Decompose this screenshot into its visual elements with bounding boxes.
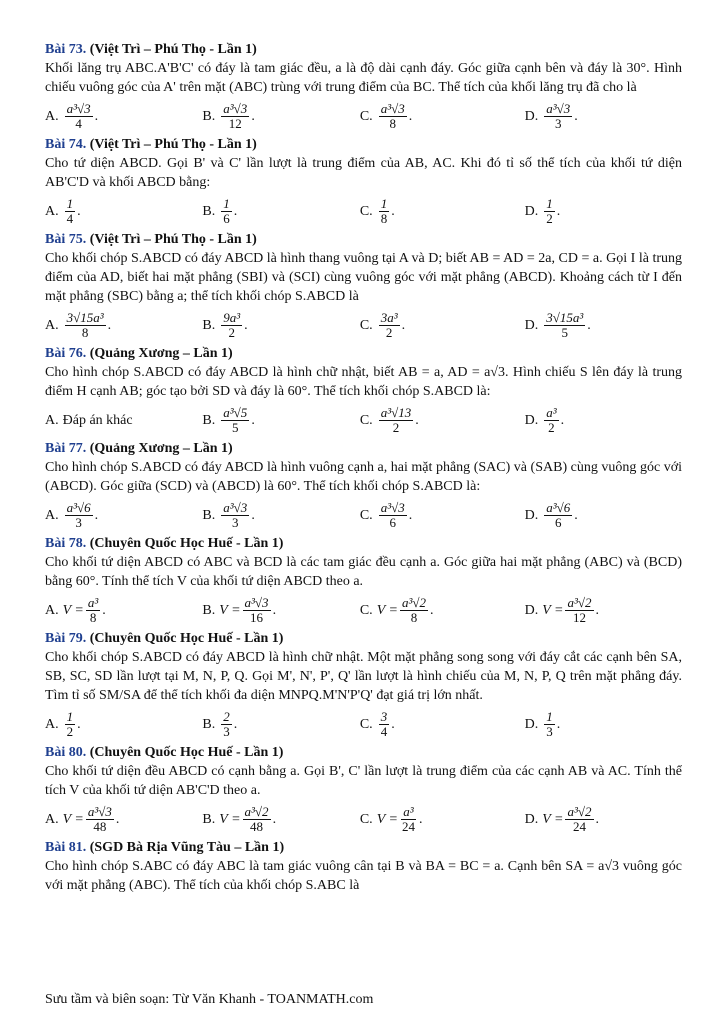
answer-option[interactable]: B. $\frac{\text{a³√5}}{5}$ . [202,404,255,435]
option-fraction [379,406,414,435]
option-prefix: V = [376,811,398,827]
fraction-numerator: a³√5 [223,404,248,420]
option-fraction [243,805,271,834]
fraction-denominator: 3 [75,514,82,530]
answer-option[interactable]: D. $\frac{\text{3√15a³}}{5}$ . [524,309,591,340]
problem-statement: Cho khối tứ diện ABCD có ABC và BCD là các tam giác đều cạnh a. Góc giữa hai mặt phẳng (ABC) và (BCD) bằng 60°. Tính thể tích V của khối tứ diện ABCD theo a. [45,555,682,589]
option-fraction [65,197,76,226]
fraction-numerator: a³√3 [380,499,405,515]
answer-options [45,496,682,534]
option-label: D. [524,602,539,618]
option-fraction [565,596,593,625]
option-label: B. [202,716,216,732]
answer-options [45,401,682,439]
problem [45,344,682,439]
worksheet [45,40,682,895]
fraction-numerator: a³√3 [223,100,248,116]
fraction-numerator: 1 [66,708,74,724]
fraction-denominator: 8 [89,609,97,625]
option-label: A. [45,108,59,124]
fraction-numerator: 9a³ [223,309,241,325]
option-label: D. [524,317,539,333]
option-label: A. [45,317,59,333]
option-prefix: Đáp án khác [62,412,133,428]
option-prefix: V = [542,602,564,618]
problem-statement: Cho hình chóp S.ABCD có đáy ABCD là hình chữ nhật, biết AB = a, AD = a√3. Hình chiếu S lên đáy là trung điểm H cạnh AB; góc tạo bởi SD và đáy là 60°. Thể tích khối chóp S.ABCD là: [45,365,682,399]
problem-number: Bài 77. [45,441,87,456]
option-label: C. [359,203,373,219]
option-label: D. [524,108,539,124]
option-prefix: V = [219,602,241,618]
fraction-denominator: 4 [380,723,388,739]
problem-statement: Cho hình chóp S.ABC có đáy ABC là tam giác vuông cân tại B và BA = BC = a. Cạnh bên SA = a√3 vuông góc với mặt phẳng (ABC). Thể tích của khối chóp S.ABC là [45,859,682,893]
fraction-denominator: 12 [572,609,586,625]
option-label: C. [359,108,373,124]
problem-statement: Cho khối tứ diện đều ABCD có cạnh bằng a. Gọi B', C' lần lượt là trung điểm của các cạnh AB và AC. Tính thể tích V của khối tứ diện AB'C'D theo a. [45,764,682,798]
fraction-numerator: a³√3 [87,803,112,819]
fraction-denominator: 3 [223,723,230,739]
problem [45,40,682,135]
option-label: A. [45,507,59,523]
fraction-denominator: 8 [410,609,418,625]
fraction-denominator: 2 [392,419,400,435]
answer-options [45,800,682,838]
option-label: A. [45,203,59,219]
problem-source: (Việt Trì – Phú Thọ - Lần 1) [89,232,257,247]
fraction-numerator: a³√2 [401,594,426,610]
fraction-numerator: a³√3 [66,100,91,116]
option-label: B. [202,507,216,523]
fraction-denominator: 2 [546,210,553,226]
fraction-denominator: 2 [548,419,555,435]
answer-option[interactable]: D. V = $\frac{\text{a³√2}}{24}$ . [524,803,599,834]
option-label: B. [202,203,216,219]
fraction-numerator: a³√6 [66,499,91,515]
option-fraction [379,501,407,530]
problem [45,135,682,230]
fraction-numerator: 3√15a³ [66,309,104,325]
answer-option[interactable]: B. $\frac{1}{6}$ . [202,195,238,226]
answer-option[interactable]: D. $\frac{\text{a³√6}}{6}$ . [524,499,578,530]
option-fraction [379,311,400,340]
option-prefix: V = [219,811,241,827]
option-label: D. [524,716,539,732]
problem-source: (Chuyên Quốc Học Huế - Lần 1) [89,536,284,551]
fraction-denominator: 3 [546,723,553,739]
option-fraction [221,406,249,435]
problem-statement: Cho hình chóp S.ABCD có đáy ABCD là hình vuông cạnh a, hai mặt phẳng (SAC) và (SAB) cùng vuông góc với (ABCD). Góc giữa (SCD) và (ABCD) là 60°. Thể tích khối chóp S.ABCD là: [45,460,682,494]
fraction-numerator: 1 [66,195,74,211]
problem-source: (Chuyên Quốc Học Huế - Lần 1) [89,745,284,760]
answer-options [45,705,682,743]
answer-option[interactable]: A. $\frac{1}{4}$ . [45,195,81,226]
answer-option[interactable]: C. $\frac{\text{a³√3}}{6}$ . [359,499,413,530]
answer-option[interactable]: C. $\frac{\text{a³√13}}{2}$ . [359,404,419,435]
problem-title [45,439,682,458]
fraction-numerator: a³√3 [244,594,269,610]
problem-title [45,135,682,154]
fraction-denominator: 4 [75,115,82,131]
option-label: C. [359,507,373,523]
problem-number: Bài 80. [45,745,87,760]
problem [45,743,682,838]
option-fraction [565,805,593,834]
problem-number: Bài 76. [45,346,87,361]
fraction-numerator: 1 [223,195,230,211]
fraction-numerator: a³√13 [380,404,412,420]
problem-number: Bài 73. [45,42,87,57]
problem-title [45,534,682,553]
fraction-denominator: 2 [228,324,235,340]
answer-options [45,97,682,135]
answer-option[interactable]: D. $\frac{\text{a³}}{2}$ . [524,404,565,435]
option-fraction [400,805,417,834]
fraction-numerator: a³ [403,803,414,819]
option-label: A. [45,412,59,428]
answer-options [45,306,682,344]
answer-option[interactable]: D. V = $\frac{\text{a³√2}}{12}$ . [524,594,599,625]
fraction-numerator: 1 [546,195,553,211]
option-fraction [544,406,558,435]
option-label: D. [524,811,539,827]
fraction-numerator: a³√6 [546,499,571,515]
fraction-denominator: 48 [93,818,107,834]
fraction-denominator: 6 [223,210,230,226]
option-label: C. [359,716,373,732]
answer-option[interactable]: C. V = $\frac{\text{a³}}{24}$ . [359,803,423,834]
fraction-numerator: a³√2 [244,803,269,819]
fraction-numerator: 3√15a³ [546,309,584,325]
fraction-denominator: 8 [389,115,396,131]
answer-option[interactable]: C. $\frac{\text{a³√3}}{8}$ . [359,100,413,131]
problem [45,439,682,534]
option-fraction [65,311,106,340]
option-label: B. [202,811,216,827]
fraction-denominator: 6 [554,514,562,530]
problem-source: (Quảng Xương – Lần 1) [89,441,233,456]
answer-options [45,591,682,629]
option-label: D. [524,203,539,219]
option-label: A. [45,716,59,732]
problem-statement: Khối lăng trụ ABC.A'B'C' có đáy là tam giác đều, a là độ dài cạnh đáy. Góc giữa cạnh bên và đáy là 30°. Hình chiếu vuông góc của A' trên mặt (ABC) trùng với trung điểm của BC. Thể tích của khối lăng trụ đã cho là [45,61,682,95]
fraction-denominator: 2 [66,723,74,739]
fraction-numerator: a³√2 [567,594,592,610]
answer-option[interactable]: B. $\frac{\text{a³√3}}{3}$ . [202,499,255,530]
fraction-numerator: 2 [223,708,230,724]
answer-option[interactable]: D. $\frac{\text{a³√3}}{3}$ . [524,100,578,131]
answer-option[interactable]: D. $\frac{1}{2}$ . [524,195,561,226]
option-fraction [86,596,100,625]
answer-option[interactable]: A. $\frac{1}{2}$ . [45,708,81,739]
problem-number: Bài 78. [45,536,87,551]
answer-option[interactable]: A. V = $\frac{\text{a³}}{8}$ . [45,594,106,625]
option-fraction [379,102,407,131]
option-fraction [379,197,390,226]
option-fraction [544,102,572,131]
problem-source: (Việt Trì – Phú Thọ - Lần 1) [89,42,257,57]
fraction-denominator: 3 [232,514,239,530]
problem-statement: Cho khối chóp S.ABCD có đáy ABCD là hình thang vuông tại A và D; biết AB = AD = 2a, CD = a. Gọi I là trung điểm của AD, biết hai mặt phẳng (SBI) và (SCI) cùng vuông góc với mặt phẳng (ABCD). Khoảng cách từ I đến mặt phẳng (SBC) bằng a; thể tích khối chóp S.ABCD là [45,251,682,304]
answer-option[interactable]: C. V = $\frac{\text{a³√2}}{8}$ . [359,594,434,625]
problem-title [45,230,682,249]
fraction-denominator: 4 [66,210,74,226]
option-prefix: V = [542,811,564,827]
fraction-numerator: 3 [380,708,388,724]
answer-option[interactable]: B. V = $\frac{\text{a³√3}}{16}$ . [202,594,277,625]
option-prefix: V = [62,602,84,618]
problem-number: Bài 79. [45,631,87,646]
fraction-denominator: 16 [250,609,264,625]
option-fraction [221,102,249,131]
option-fraction [544,710,555,739]
option-fraction [544,311,585,340]
page-footer: Sưu tầm và biên soạn: Từ Văn Khanh - TOANMATH.com [45,992,374,1007]
option-fraction [221,501,249,530]
answer-option[interactable]: C. $\frac{\text{3a³}}{2}$ . [359,309,406,340]
fraction-numerator: a³√3 [546,100,571,116]
answer-option[interactable]: B. V = $\frac{\text{a³√2}}{48}$ . [202,803,277,834]
option-fraction [243,596,271,625]
option-fraction [544,197,555,226]
answer-option[interactable]: D. $\frac{1}{3}$ . [524,708,561,739]
problem-title [45,40,682,59]
problem-number: Bài 81. [45,840,87,855]
option-fraction [221,311,242,340]
fraction-numerator: 3a³ [380,309,398,325]
option-fraction [65,710,76,739]
fraction-denominator: 24 [572,818,586,834]
option-label: B. [202,108,216,124]
answer-option[interactable]: A. V = $\frac{\text{a³√3}}{48}$ . [45,803,120,834]
problem-title [45,629,682,648]
answer-option[interactable] [45,411,202,430]
option-label: A. [45,602,59,618]
problem-title [45,838,682,857]
problem-source: (Việt Trì – Phú Thọ - Lần 1) [89,137,257,152]
fraction-numerator: 1 [546,708,553,724]
option-prefix: V = [376,602,398,618]
option-label: A. [45,811,59,827]
problem-source: (SGD Bà Rịa Vũng Tàu – Lần 1) [89,840,285,855]
answer-option[interactable]: B. $\frac{\text{9a³}}{2}$ . [202,309,248,340]
option-fraction [379,710,390,739]
fraction-numerator: 1 [380,195,388,211]
option-label: D. [524,507,539,523]
fraction-numerator: a³√3 [380,100,405,116]
fraction-denominator: 6 [389,514,396,530]
option-label: C. [359,317,373,333]
problem-title [45,344,682,363]
fraction-denominator: 5 [232,419,239,435]
fraction-numerator: a³√3 [223,499,248,515]
answer-option[interactable]: B. $\frac{2}{3}$ . [202,708,238,739]
option-fraction [544,501,572,530]
answer-option[interactable]: B. $\frac{\text{a³√3}}{12}$ . [202,100,255,131]
option-label: C. [359,412,373,428]
fraction-numerator: a³ [546,404,557,420]
problem-statement: Cho khối chóp S.ABCD có đáy ABCD là hình chữ nhật. Một mặt phẳng song song với đáy cắt các cạnh bên SA, SB, SC, SD lần lượt tại M, N, P, Q. Gọi M', N', P', Q' lần lượt là hình chiếu của M, N, P, Q trên mặt phẳng đáy. Tìm tỉ số SM/SA để thể tích khối đa diện MNPQ.M'N'P'Q' đạt giá trị lớn nhất. [45,650,682,703]
fraction-denominator: 8 [81,324,89,340]
fraction-denominator: 5 [561,324,568,340]
option-fraction [221,710,232,739]
fraction-denominator: 48 [250,818,264,834]
option-label: C. [359,811,373,827]
problem [45,838,682,895]
option-fraction [221,197,232,226]
answer-option[interactable]: A. $\frac{\text{a³√3}}{4}$ . [45,100,99,131]
fraction-denominator: 3 [554,115,562,131]
answer-option[interactable]: A. $\frac{\text{3√15a³}}{8}$ . [45,309,112,340]
problem-source: (Quảng Xương – Lần 1) [89,346,233,361]
option-label: D. [524,412,539,428]
answer-options [45,192,682,230]
problem [45,534,682,629]
problem-title [45,743,682,762]
fraction-numerator: a³ [87,594,99,610]
fraction-denominator: 12 [228,115,242,131]
option-fraction [65,102,93,131]
option-prefix: V = [62,811,84,827]
option-fraction [400,596,428,625]
option-label: B. [202,317,216,333]
fraction-denominator: 24 [401,818,415,834]
fraction-denominator: 8 [380,210,388,226]
problem-source: (Chuyên Quốc Học Huế - Lần 1) [89,631,284,646]
problem-number: Bài 75. [45,232,87,247]
problem [45,230,682,344]
option-fraction [86,805,114,834]
answer-option[interactable]: C. $\frac{1}{8}$ . [359,195,395,226]
answer-option[interactable]: C. $\frac{3}{4}$ . [359,708,395,739]
problem-statement: Cho tứ diện ABCD. Gọi B' và C' lần lượt là trung điểm của AB, AC. Khi đó tỉ số thể tích của khối tứ diện AB'C'D và khối ABCD bằng: [45,156,682,190]
option-fraction [65,501,93,530]
answer-option[interactable]: A. $\frac{\text{a³√6}}{3}$ . [45,499,99,530]
problem-number: Bài 74. [45,137,87,152]
fraction-numerator: a³√2 [567,803,592,819]
option-label: B. [202,602,216,618]
option-label: C. [359,602,373,618]
option-label: B. [202,412,216,428]
fraction-denominator: 2 [385,324,393,340]
problem [45,629,682,743]
